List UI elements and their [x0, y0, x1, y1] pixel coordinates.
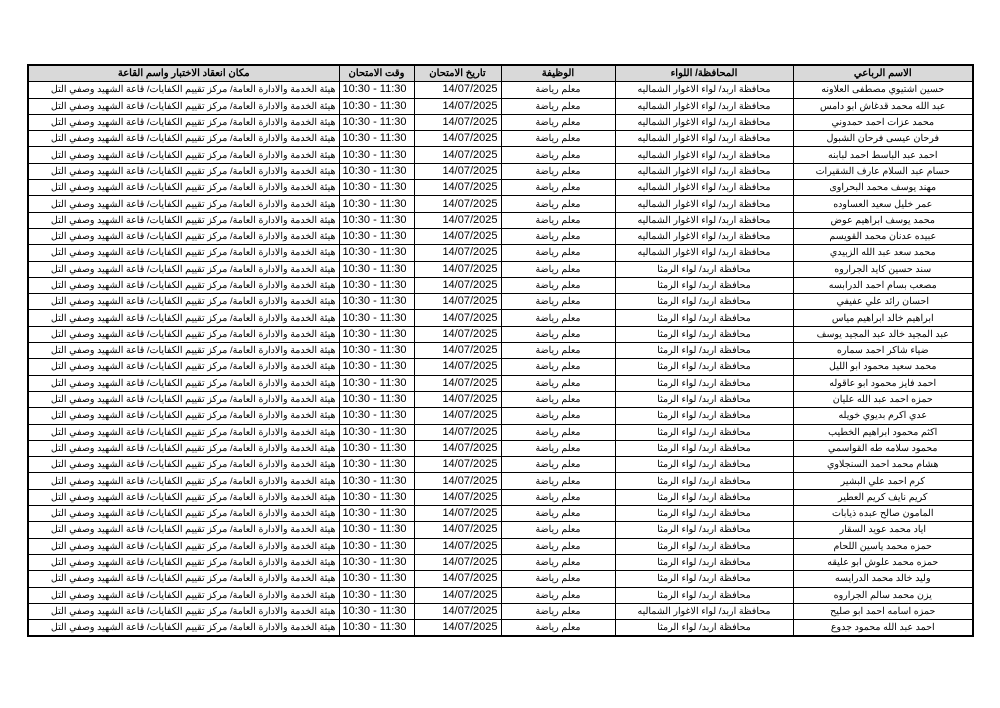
table-row [28, 506, 973, 522]
cell-job: معلم رياضة [501, 408, 615, 424]
cell-date: 14/07/2025 [414, 391, 501, 407]
cell-place: هيئة الخدمة والادارة العامة/ مركز تقييم الكفايات/ قاعة الشهيد وصفي التل [28, 391, 339, 407]
cell-date: 14/07/2025 [414, 408, 501, 424]
cell-place: هيئة الخدمة والادارة العامة/ مركز تقييم الكفايات/ قاعة الشهيد وصفي التل [28, 261, 339, 277]
cell-date: 14/07/2025 [414, 343, 501, 359]
cell-region: محافظة اربد/ لواء الرمثا [615, 359, 793, 375]
cell-name: محمد عزات احمد حمدوني [793, 114, 973, 130]
cell-name: احمد فايز محمود ابو عاقوله [793, 375, 973, 391]
cell-name: عمر خليل سعيد العساوده [793, 196, 973, 212]
cell-name: حسام عبد السلام عارف الشقيرات [793, 163, 973, 179]
cell-date: 14/07/2025 [414, 554, 501, 570]
cell-time: 10:30 - 11:30 [339, 261, 414, 277]
cell-date: 14/07/2025 [414, 457, 501, 473]
cell-place: هيئة الخدمة والادارة العامة/ مركز تقييم الكفايات/ قاعة الشهيد وصفي التل [28, 375, 339, 391]
cell-place: هيئة الخدمة والادارة العامة/ مركز تقييم الكفايات/ قاعة الشهيد وصفي التل [28, 473, 339, 489]
table-row [28, 180, 973, 196]
cell-place: هيئة الخدمة والادارة العامة/ مركز تقييم الكفايات/ قاعة الشهيد وصفي التل [28, 294, 339, 310]
table-row [28, 489, 973, 505]
table-row [28, 261, 973, 277]
cell-job: معلم رياضة [501, 228, 615, 244]
cell-job: معلم رياضة [501, 391, 615, 407]
cell-place: هيئة الخدمة والادارة العامة/ مركز تقييم الكفايات/ قاعة الشهيد وصفي التل [28, 131, 339, 147]
cell-name: حمزه اسامه احمد ابو صليح [793, 603, 973, 619]
header-name: الاسم الرباعي [793, 65, 973, 82]
cell-place: هيئة الخدمة والادارة العامة/ مركز تقييم الكفايات/ قاعة الشهيد وصفي التل [28, 620, 339, 637]
cell-place: هيئة الخدمة والادارة العامة/ مركز تقييم الكفايات/ قاعة الشهيد وصفي التل [28, 196, 339, 212]
cell-date: 14/07/2025 [414, 538, 501, 554]
cell-place: هيئة الخدمة والادارة العامة/ مركز تقييم الكفايات/ قاعة الشهيد وصفي التل [28, 180, 339, 196]
cell-job: معلم رياضة [501, 98, 615, 114]
cell-time: 10:30 - 11:30 [339, 310, 414, 326]
cell-place: هيئة الخدمة والادارة العامة/ مركز تقييم الكفايات/ قاعة الشهيد وصفي التل [28, 326, 339, 342]
cell-name: عدي اكرم بديوي خويله [793, 408, 973, 424]
cell-name: احمد عبد الباسط احمد لبابنه [793, 147, 973, 163]
cell-date: 14/07/2025 [414, 180, 501, 196]
cell-time: 10:30 - 11:30 [339, 294, 414, 310]
cell-region: محافظة اربد/ لواء الرمثا [615, 310, 793, 326]
cell-place: هيئة الخدمة والادارة العامة/ مركز تقييم الكفايات/ قاعة الشهيد وصفي التل [28, 522, 339, 538]
cell-region: محافظة اربد/ لواء الرمثا [615, 440, 793, 456]
cell-time: 10:30 - 11:30 [339, 603, 414, 619]
table-row [28, 343, 973, 359]
cell-time: 10:30 - 11:30 [339, 82, 414, 98]
cell-name: عبد الله محمد قدغاش ابو دامس [793, 98, 973, 114]
cell-time: 10:30 - 11:30 [339, 522, 414, 538]
cell-job: معلم رياضة [501, 603, 615, 619]
cell-date: 14/07/2025 [414, 620, 501, 637]
cell-time: 10:30 - 11:30 [339, 180, 414, 196]
cell-name: احسان رائد علي عفيفي [793, 294, 973, 310]
cell-time: 10:30 - 11:30 [339, 245, 414, 261]
cell-name: حمزه احمد عبد الله عليان [793, 391, 973, 407]
table-row [28, 294, 973, 310]
cell-name: مهند يوسف محمد البحراوى [793, 180, 973, 196]
cell-date: 14/07/2025 [414, 603, 501, 619]
cell-date: 14/07/2025 [414, 82, 501, 98]
table-row [28, 326, 973, 342]
cell-name: سند حسين كايد الجراروه [793, 261, 973, 277]
cell-region: محافظة اربد/ لواء الرمثا [615, 408, 793, 424]
cell-place: هيئة الخدمة والادارة العامة/ مركز تقييم الكفايات/ قاعة الشهيد وصفي التل [28, 571, 339, 587]
cell-place: هيئة الخدمة والادارة العامة/ مركز تقييم الكفايات/ قاعة الشهيد وصفي التل [28, 310, 339, 326]
cell-place: هيئة الخدمة والادارة العامة/ مركز تقييم الكفايات/ قاعة الشهيد وصفي التل [28, 228, 339, 244]
cell-place: هيئة الخدمة والادارة العامة/ مركز تقييم الكفايات/ قاعة الشهيد وصفي التل [28, 538, 339, 554]
cell-job: معلم رياضة [501, 522, 615, 538]
cell-job: معلم رياضة [501, 538, 615, 554]
cell-name: يزن محمد سالم الجراروه [793, 587, 973, 603]
cell-time: 10:30 - 11:30 [339, 538, 414, 554]
cell-job: معلم رياضة [501, 587, 615, 603]
cell-time: 10:30 - 11:30 [339, 147, 414, 163]
cell-place: هيئة الخدمة والادارة العامة/ مركز تقييم الكفايات/ قاعة الشهيد وصفي التل [28, 554, 339, 570]
cell-time: 10:30 - 11:30 [339, 359, 414, 375]
cell-name: المامون صالح عبده ذيابات [793, 506, 973, 522]
cell-time: 10:30 - 11:30 [339, 326, 414, 342]
header-time: وقت الامتحان [339, 65, 414, 82]
cell-region: محافظة اربد/ لواء الاغوار الشماليه [615, 163, 793, 179]
table-row [28, 82, 973, 98]
cell-region: محافظة اربد/ لواء الاغوار الشماليه [615, 180, 793, 196]
cell-region: محافظة اربد/ لواء الرمثا [615, 571, 793, 587]
cell-name: محمود سلامه طه القواسمي [793, 440, 973, 456]
header-region: المحافظة/ اللواء [615, 65, 793, 82]
cell-name: محمد يوسف ابراهيم عوض [793, 212, 973, 228]
cell-region: محافظة اربد/ لواء الاغوار الشماليه [615, 114, 793, 130]
cell-date: 14/07/2025 [414, 424, 501, 440]
cell-time: 10:30 - 11:30 [339, 489, 414, 505]
cell-date: 14/07/2025 [414, 163, 501, 179]
cell-region: محافظة اربد/ لواء الاغوار الشماليه [615, 131, 793, 147]
cell-region: محافظة اربد/ لواء الرمثا [615, 375, 793, 391]
cell-date: 14/07/2025 [414, 114, 501, 130]
cell-region: محافظة اربد/ لواء الرمثا [615, 473, 793, 489]
cell-time: 10:30 - 11:30 [339, 587, 414, 603]
cell-date: 14/07/2025 [414, 506, 501, 522]
cell-name: ضياء شاكر احمد سماره [793, 343, 973, 359]
cell-name: عبد المجيد خالد عبد المجيد يوسف [793, 326, 973, 342]
cell-region: محافظة اربد/ لواء الرمثا [615, 538, 793, 554]
table-row [28, 245, 973, 261]
cell-place: هيئة الخدمة والادارة العامة/ مركز تقييم الكفايات/ قاعة الشهيد وصفي التل [28, 343, 339, 359]
cell-date: 14/07/2025 [414, 571, 501, 587]
cell-date: 14/07/2025 [414, 228, 501, 244]
cell-job: معلم رياضة [501, 554, 615, 570]
cell-place: هيئة الخدمة والادارة العامة/ مركز تقييم الكفايات/ قاعة الشهيد وصفي التل [28, 506, 339, 522]
cell-region: محافظة اربد/ لواء الاغوار الشماليه [615, 82, 793, 98]
cell-time: 10:30 - 11:30 [339, 506, 414, 522]
cell-time: 10:30 - 11:30 [339, 473, 414, 489]
table-row [28, 131, 973, 147]
cell-place: هيئة الخدمة والادارة العامة/ مركز تقييم الكفايات/ قاعة الشهيد وصفي التل [28, 245, 339, 261]
cell-region: محافظة اربد/ لواء الرمثا [615, 587, 793, 603]
cell-date: 14/07/2025 [414, 375, 501, 391]
cell-date: 14/07/2025 [414, 310, 501, 326]
cell-place: هيئة الخدمة والادارة العامة/ مركز تقييم الكفايات/ قاعة الشهيد وصفي التل [28, 212, 339, 228]
table-row [28, 391, 973, 407]
header-job: الوظيفة [501, 65, 615, 82]
cell-date: 14/07/2025 [414, 473, 501, 489]
cell-place: هيئة الخدمة والادارة العامة/ مركز تقييم الكفايات/ قاعة الشهيد وصفي التل [28, 147, 339, 163]
cell-job: معلم رياضة [501, 310, 615, 326]
cell-name: حمزه محمد ياسين اللحام [793, 538, 973, 554]
table-row [28, 196, 973, 212]
cell-job: معلم رياضة [501, 82, 615, 98]
cell-time: 10:30 - 11:30 [339, 571, 414, 587]
cell-job: معلم رياضة [501, 196, 615, 212]
cell-time: 10:30 - 11:30 [339, 424, 414, 440]
cell-time: 10:30 - 11:30 [339, 343, 414, 359]
cell-date: 14/07/2025 [414, 326, 501, 342]
table-row [28, 620, 973, 637]
cell-name: كرم احمد علي البشير [793, 473, 973, 489]
cell-date: 14/07/2025 [414, 261, 501, 277]
cell-job: معلم رياضة [501, 163, 615, 179]
cell-job: معلم رياضة [501, 375, 615, 391]
cell-time: 10:30 - 11:30 [339, 457, 414, 473]
cell-date: 14/07/2025 [414, 277, 501, 293]
cell-job: معلم رياضة [501, 440, 615, 456]
table-row [28, 538, 973, 554]
table-row [28, 114, 973, 130]
cell-region: محافظة اربد/ لواء الرمثا [615, 522, 793, 538]
cell-job: معلم رياضة [501, 620, 615, 637]
cell-region: محافظة اربد/ لواء الرمثا [615, 620, 793, 637]
table-row [28, 554, 973, 570]
cell-place: هيئة الخدمة والادارة العامة/ مركز تقييم الكفايات/ قاعة الشهيد وصفي التل [28, 82, 339, 98]
table-row [28, 310, 973, 326]
cell-date: 14/07/2025 [414, 98, 501, 114]
cell-time: 10:30 - 11:30 [339, 375, 414, 391]
table-row [28, 212, 973, 228]
table-row [28, 98, 973, 114]
table-row [28, 147, 973, 163]
cell-job: معلم رياضة [501, 294, 615, 310]
cell-place: هيئة الخدمة والادارة العامة/ مركز تقييم الكفايات/ قاعة الشهيد وصفي التل [28, 603, 339, 619]
cell-name: اياد محمد عويد السقار [793, 522, 973, 538]
cell-time: 10:30 - 11:30 [339, 196, 414, 212]
cell-region: محافظة اربد/ لواء الاغوار الشماليه [615, 603, 793, 619]
cell-job: معلم رياضة [501, 457, 615, 473]
cell-job: معلم رياضة [501, 245, 615, 261]
cell-job: معلم رياضة [501, 326, 615, 342]
cell-place: هيئة الخدمة والادارة العامة/ مركز تقييم الكفايات/ قاعة الشهيد وصفي التل [28, 114, 339, 130]
cell-place: هيئة الخدمة والادارة العامة/ مركز تقييم الكفايات/ قاعة الشهيد وصفي التل [28, 440, 339, 456]
cell-job: معلم رياضة [501, 147, 615, 163]
table-row [28, 359, 973, 375]
cell-date: 14/07/2025 [414, 212, 501, 228]
table-row [28, 408, 973, 424]
cell-place: هيئة الخدمة والادارة العامة/ مركز تقييم الكفايات/ قاعة الشهيد وصفي التل [28, 408, 339, 424]
cell-place: هيئة الخدمة والادارة العامة/ مركز تقييم الكفايات/ قاعة الشهيد وصفي التل [28, 98, 339, 114]
cell-region: محافظة اربد/ لواء الرمثا [615, 489, 793, 505]
cell-time: 10:30 - 11:30 [339, 131, 414, 147]
cell-region: محافظة اربد/ لواء الرمثا [615, 261, 793, 277]
table-row [28, 163, 973, 179]
cell-job: معلم رياضة [501, 261, 615, 277]
cell-name: احمد عبد الله محمود جدوع [793, 620, 973, 637]
cell-name: ابراهيم خالد ابراهيم مياس [793, 310, 973, 326]
cell-job: معلم رياضة [501, 131, 615, 147]
table-body [28, 82, 973, 637]
cell-place: هيئة الخدمة والادارة العامة/ مركز تقييم الكفايات/ قاعة الشهيد وصفي التل [28, 359, 339, 375]
cell-region: محافظة اربد/ لواء الرمثا [615, 343, 793, 359]
cell-time: 10:30 - 11:30 [339, 391, 414, 407]
cell-date: 14/07/2025 [414, 131, 501, 147]
table-row [28, 473, 973, 489]
cell-name: اكثم محمود ابراهيم الخطيب [793, 424, 973, 440]
cell-name: هشام محمد احمد السنجلاوي [793, 457, 973, 473]
cell-place: هيئة الخدمة والادارة العامة/ مركز تقييم الكفايات/ قاعة الشهيد وصفي التل [28, 163, 339, 179]
cell-region: محافظة اربد/ لواء الاغوار الشماليه [615, 98, 793, 114]
cell-name: عبيده عدنان محمد القويسم [793, 228, 973, 244]
cell-name: وليد خالد محمد الدرايسه [793, 571, 973, 587]
table-header-row [28, 65, 973, 82]
table-row [28, 457, 973, 473]
cell-job: معلم رياضة [501, 114, 615, 130]
cell-region: محافظة اربد/ لواء الاغوار الشماليه [615, 212, 793, 228]
candidates-table [27, 64, 974, 637]
cell-time: 10:30 - 11:30 [339, 163, 414, 179]
cell-region: محافظة اربد/ لواء الاغوار الشماليه [615, 245, 793, 261]
cell-region: محافظة اربد/ لواء الرمثا [615, 294, 793, 310]
table-row [28, 424, 973, 440]
cell-region: محافظة اربد/ لواء الرمثا [615, 326, 793, 342]
cell-time: 10:30 - 11:30 [339, 212, 414, 228]
table-row [28, 228, 973, 244]
cell-job: معلم رياضة [501, 343, 615, 359]
table-row [28, 603, 973, 619]
cell-name: فرحان عيسى فرحان الشبول [793, 131, 973, 147]
cell-job: معلم رياضة [501, 212, 615, 228]
cell-name: محمد سعد عبد الله الزبيدي [793, 245, 973, 261]
cell-time: 10:30 - 11:30 [339, 277, 414, 293]
cell-region: محافظة اربد/ لواء الرمثا [615, 424, 793, 440]
cell-place: هيئة الخدمة والادارة العامة/ مركز تقييم الكفايات/ قاعة الشهيد وصفي التل [28, 587, 339, 603]
cell-job: معلم رياضة [501, 571, 615, 587]
cell-region: محافظة اربد/ لواء الاغوار الشماليه [615, 196, 793, 212]
table-row [28, 277, 973, 293]
header-date: تاريخ الامتحان [414, 65, 501, 82]
cell-place: هيئة الخدمة والادارة العامة/ مركز تقييم الكفايات/ قاعة الشهيد وصفي التل [28, 489, 339, 505]
cell-place: هيئة الخدمة والادارة العامة/ مركز تقييم الكفايات/ قاعة الشهيد وصفي التل [28, 277, 339, 293]
cell-date: 14/07/2025 [414, 440, 501, 456]
cell-date: 14/07/2025 [414, 587, 501, 603]
cell-job: معلم رياضة [501, 489, 615, 505]
cell-date: 14/07/2025 [414, 245, 501, 261]
cell-region: محافظة اربد/ لواء الرمثا [615, 277, 793, 293]
cell-date: 14/07/2025 [414, 489, 501, 505]
cell-time: 10:30 - 11:30 [339, 620, 414, 637]
cell-region: محافظة اربد/ لواء الرمثا [615, 554, 793, 570]
cell-name: محمد سعيد محمود ابو الليل [793, 359, 973, 375]
cell-place: هيئة الخدمة والادارة العامة/ مركز تقييم الكفايات/ قاعة الشهيد وصفي التل [28, 424, 339, 440]
cell-job: معلم رياضة [501, 277, 615, 293]
cell-time: 10:30 - 11:30 [339, 554, 414, 570]
cell-region: محافظة اربد/ لواء الاغوار الشماليه [615, 228, 793, 244]
cell-time: 10:30 - 11:30 [339, 114, 414, 130]
cell-job: معلم رياضة [501, 473, 615, 489]
cell-job: معلم رياضة [501, 506, 615, 522]
table-row [28, 375, 973, 391]
cell-date: 14/07/2025 [414, 522, 501, 538]
cell-name: حمزه محمد علوش ابو عليقه [793, 554, 973, 570]
cell-time: 10:30 - 11:30 [339, 408, 414, 424]
cell-time: 10:30 - 11:30 [339, 228, 414, 244]
cell-date: 14/07/2025 [414, 294, 501, 310]
table-row [28, 440, 973, 456]
cell-job: معلم رياضة [501, 359, 615, 375]
header-place: مكان انعقاد الاختبار واسم القاعة [28, 65, 339, 82]
cell-job: معلم رياضة [501, 180, 615, 196]
cell-time: 10:30 - 11:30 [339, 98, 414, 114]
cell-name: حسين اشتيوي مصطفى العلاونه [793, 82, 973, 98]
cell-date: 14/07/2025 [414, 147, 501, 163]
cell-date: 14/07/2025 [414, 359, 501, 375]
table-row [28, 522, 973, 538]
table-row [28, 587, 973, 603]
cell-region: محافظة اربد/ لواء الرمثا [615, 391, 793, 407]
cell-name: كريم نايف كريم العطير [793, 489, 973, 505]
cell-job: معلم رياضة [501, 424, 615, 440]
cell-region: محافظة اربد/ لواء الرمثا [615, 457, 793, 473]
cell-place: هيئة الخدمة والادارة العامة/ مركز تقييم الكفايات/ قاعة الشهيد وصفي التل [28, 457, 339, 473]
table-row [28, 571, 973, 587]
cell-name: مصعب بسام احمد الدرابسه [793, 277, 973, 293]
cell-region: محافظة اربد/ لواء الرمثا [615, 506, 793, 522]
cell-date: 14/07/2025 [414, 196, 501, 212]
cell-time: 10:30 - 11:30 [339, 440, 414, 456]
cell-region: محافظة اربد/ لواء الاغوار الشماليه [615, 147, 793, 163]
